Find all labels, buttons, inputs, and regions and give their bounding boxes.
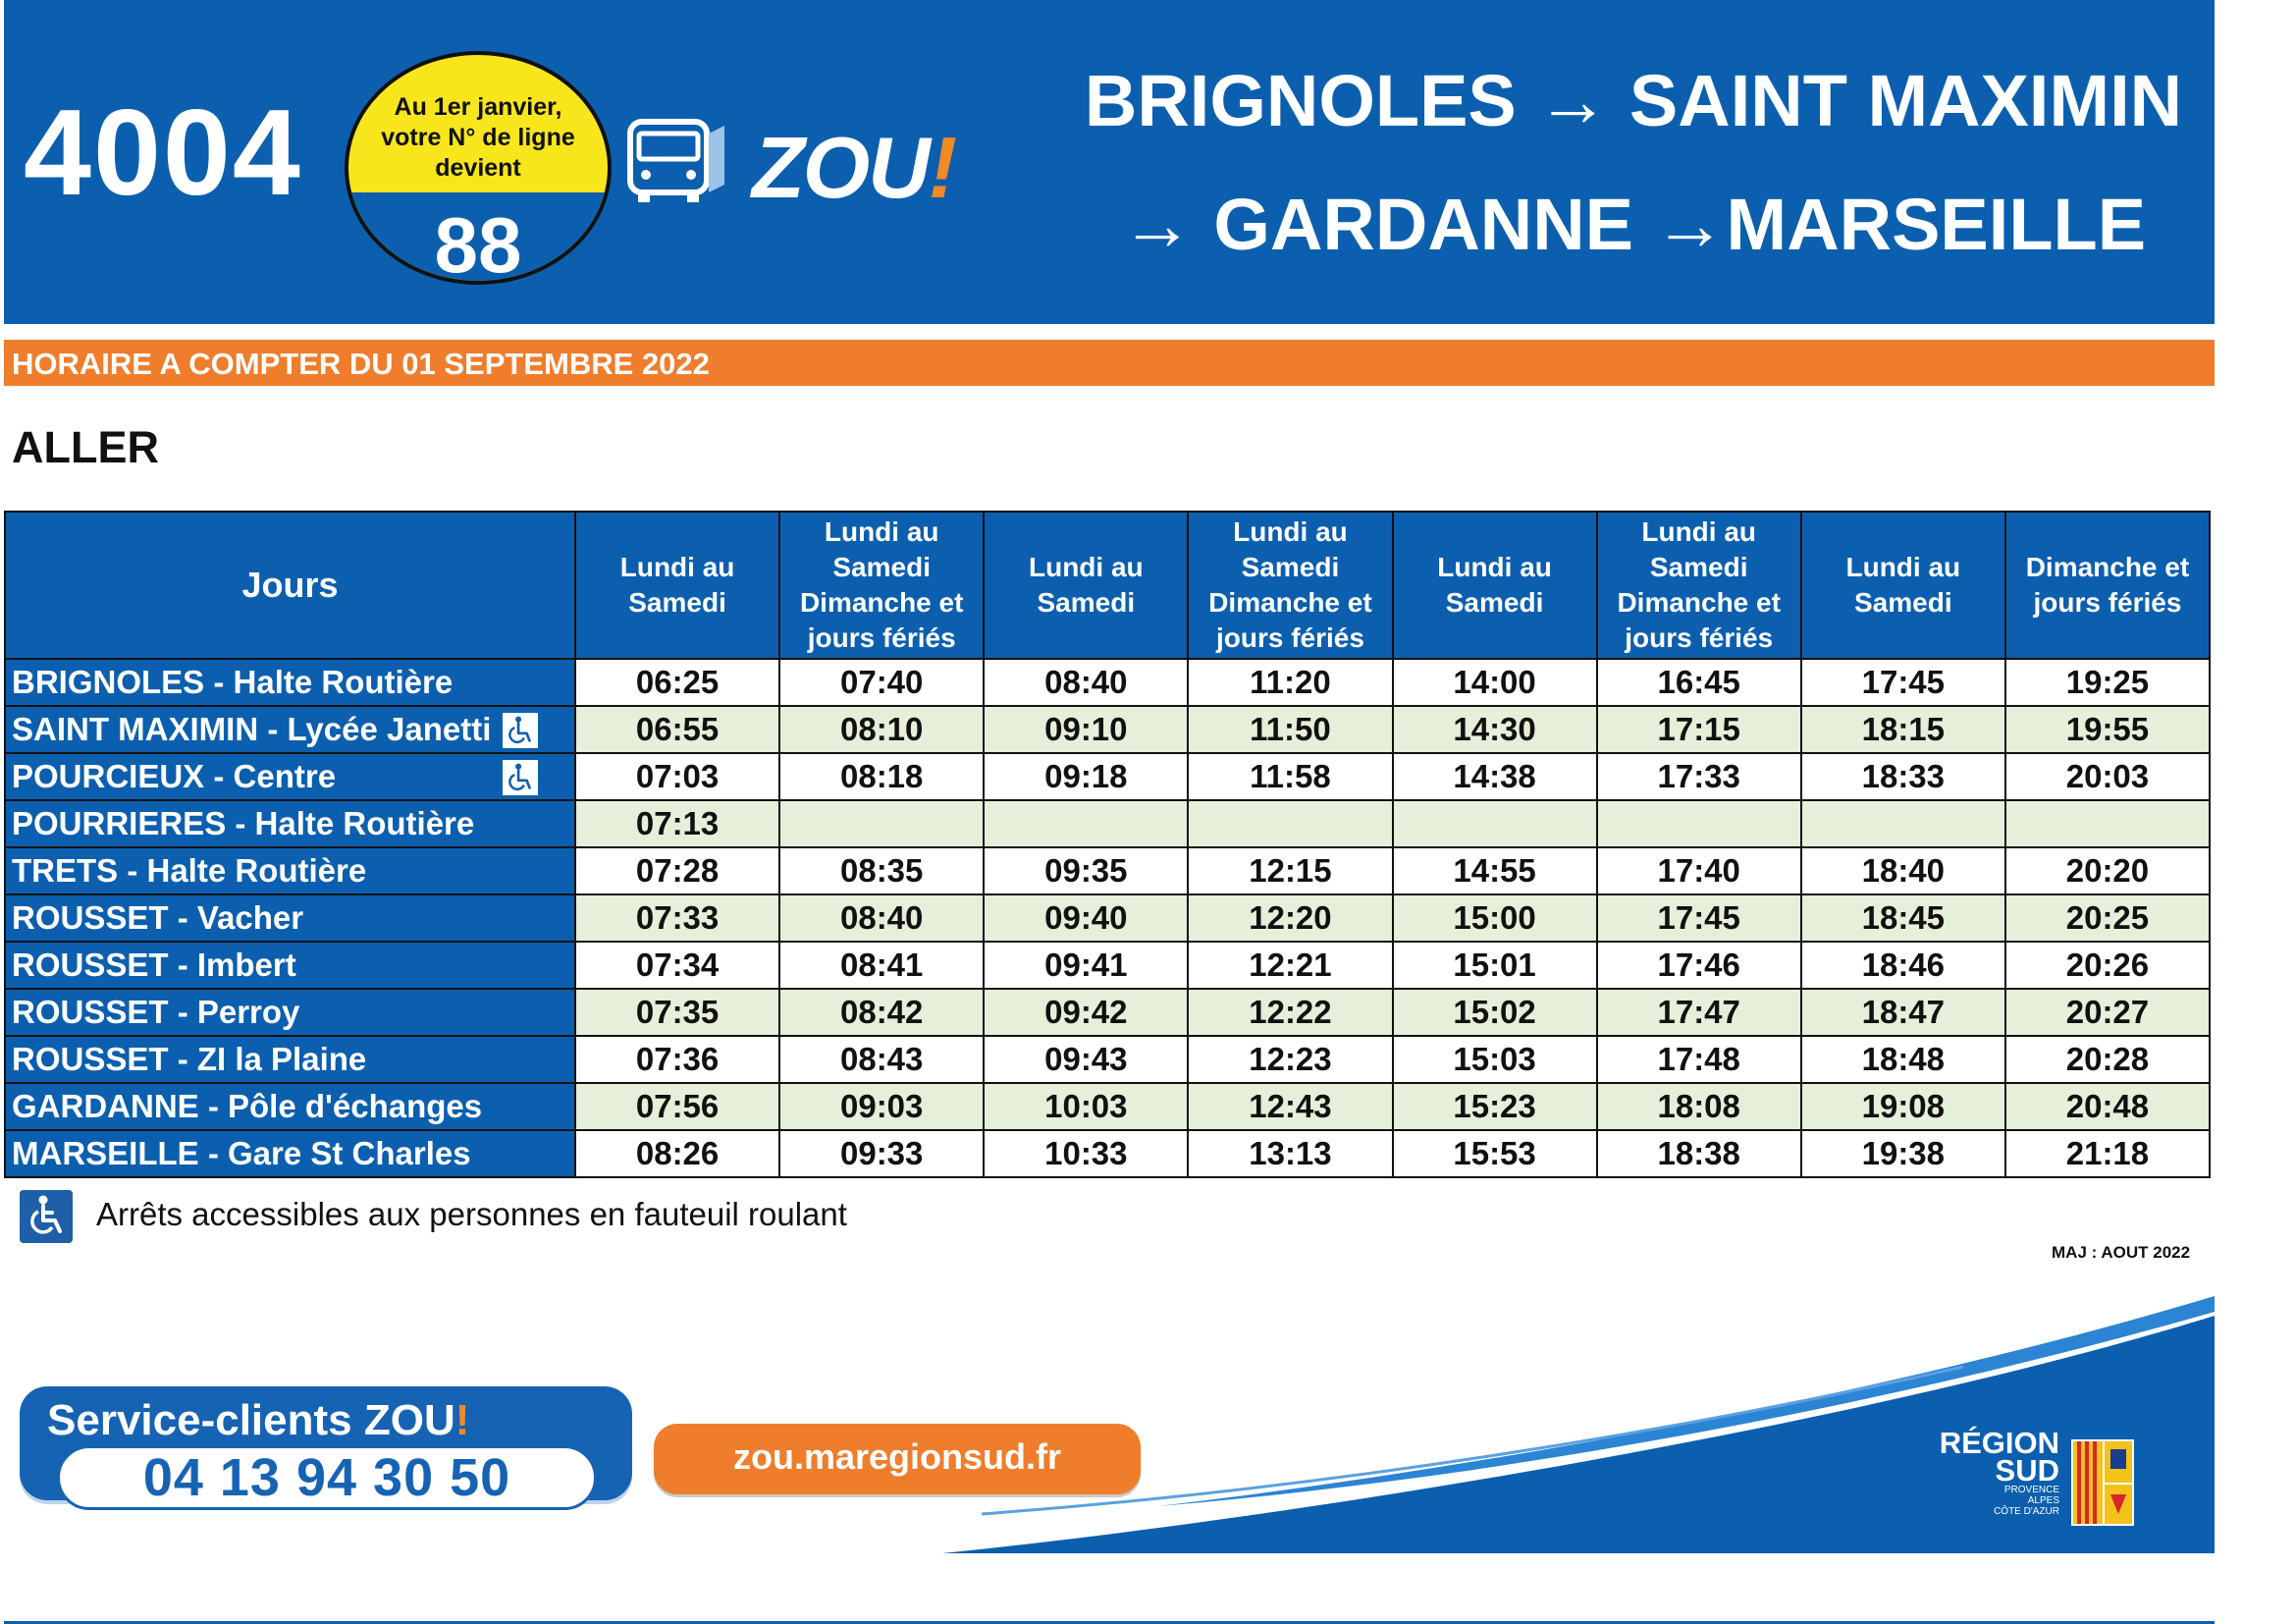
departure-time-cell: 14:00 <box>1393 659 1597 706</box>
departure-time-cell <box>2005 800 2210 847</box>
customer-service-box <box>20 1386 632 1507</box>
departure-time-cell: 12:21 <box>1188 942 1392 989</box>
region-logo-line: RÉGION <box>1939 1426 2059 1460</box>
stop-name: GARDANNE - Pôle d'échanges <box>12 1088 483 1124</box>
timetable-header-row <box>5 512 2210 659</box>
departure-time-cell: 08:10 <box>779 706 984 753</box>
region-logo-line: ALPES <box>2027 1495 2059 1506</box>
departure-time-cell: 15:00 <box>1393 894 1597 942</box>
customer-service-title <box>47 1396 469 1445</box>
stop-name: BRIGNOLES - Halte Routière <box>12 664 454 700</box>
stop-row <box>5 1036 2210 1083</box>
departure-time-cell <box>1393 800 1597 847</box>
stop-name: ROUSSET - ZI la Plaine <box>12 1041 367 1077</box>
stop-name-cell <box>5 1130 575 1177</box>
stop-name: POURCIEUX - Centre <box>12 758 337 794</box>
stop-name: ROUSSET - Vacher <box>12 899 304 936</box>
wheelchair-icon <box>20 1190 73 1243</box>
stop-name: ROUSSET - Perroy <box>12 994 300 1030</box>
departure-time-cell: 09:03 <box>779 1083 984 1130</box>
departure-time-cell: 11:50 <box>1188 706 1392 753</box>
departure-time-cell: 08:26 <box>575 1130 779 1177</box>
departure-time-cell: 16:45 <box>1597 659 1801 706</box>
day-column-header <box>575 512 779 659</box>
stop-name-cell <box>5 659 575 706</box>
stop-row <box>5 847 2210 894</box>
day-column-header-line: Lundi au <box>1233 516 1348 547</box>
region-logo-line: PROVENCE <box>2003 1485 2059 1495</box>
stop-name-cell <box>5 753 575 800</box>
departure-time-cell: 20:25 <box>2005 894 2210 942</box>
departure-time-cell: 09:33 <box>779 1130 984 1177</box>
day-column-header <box>779 512 984 659</box>
legend-text: Arrêts accessibles aux personnes en fauteuil roulant <box>96 1196 847 1232</box>
customer-service-phone[interactable]: 04 13 94 30 50 <box>142 1448 511 1507</box>
departure-time-cell: 07:33 <box>575 894 779 942</box>
timetable-body <box>5 659 2210 1177</box>
bus-icon <box>622 116 725 206</box>
departure-time-cell: 11:20 <box>1188 659 1392 706</box>
day-column-header <box>984 512 1188 659</box>
day-column-header-line: Samedi <box>832 552 931 582</box>
badge-text-line: Au 1er janvier, <box>394 93 562 121</box>
departure-time-cell: 20:27 <box>2005 989 2210 1036</box>
day-column-header-line: Samedi <box>1649 552 1748 582</box>
departure-time-cell: 17:33 <box>1597 753 1801 800</box>
departure-time-cell: 15:01 <box>1393 942 1597 989</box>
departure-time-cell: 12:23 <box>1188 1036 1392 1083</box>
update-note: MAJ : AOUT 2022 <box>2052 1243 2191 1262</box>
departure-time-cell <box>984 800 1188 847</box>
departure-time-cell: 21:18 <box>2005 1130 2210 1177</box>
zou-logo-text: ZOU <box>752 119 929 216</box>
stop-name: ROUSSET - Imbert <box>12 947 296 983</box>
departure-time-cell: 18:46 <box>1801 942 2005 989</box>
departure-time-cell: 17:48 <box>1597 1036 1801 1083</box>
departure-time-cell: 10:03 <box>984 1083 1188 1130</box>
departure-time-cell: 09:10 <box>984 706 1188 753</box>
route-title-line-1: BRIGNOLES → SAINT MAXIMIN <box>1084 60 2183 141</box>
departure-time-cell: 20:03 <box>2005 753 2210 800</box>
departure-time-cell: 17:40 <box>1597 847 1801 894</box>
stop-name-cell <box>5 800 575 847</box>
website-pill[interactable] <box>654 1424 1141 1494</box>
day-column-header-line: jours fériés <box>1625 623 1774 653</box>
departure-time-cell: 19:55 <box>2005 706 2210 753</box>
departure-time-cell: 15:53 <box>1393 1130 1597 1177</box>
stop-name-cell <box>5 1036 575 1083</box>
day-column-header-line: Samedi <box>1241 552 1340 582</box>
validity-text: HORAIRE A COMPTER DU 01 SEPTEMBRE 2022 <box>12 347 710 381</box>
stop-name-cell <box>5 894 575 942</box>
stop-row <box>5 942 2210 989</box>
badge-number: 88 <box>434 201 522 285</box>
departure-time-cell: 18:40 <box>1801 847 2005 894</box>
departure-time-cell: 07:40 <box>779 659 984 706</box>
direction-heading: ALLER <box>12 422 159 472</box>
day-column-header-line: Samedi <box>1854 587 1952 618</box>
day-column-header-line: Lundi au <box>1028 552 1144 582</box>
departure-time-cell: 18:47 <box>1801 989 2005 1036</box>
wheelchair-icon <box>502 712 539 749</box>
departure-time-cell <box>1597 800 1801 847</box>
departure-time-cell: 08:40 <box>779 894 984 942</box>
departure-time-cell: 15:02 <box>1393 989 1597 1036</box>
day-column-header-line: Lundi au <box>1641 516 1757 547</box>
wheelchair-icon <box>502 759 539 796</box>
day-column-header-line: jours fériés <box>2033 587 2182 618</box>
day-column-header-line: Lundi au <box>619 552 735 582</box>
departure-time-cell: 12:43 <box>1188 1083 1392 1130</box>
timetable <box>4 511 2211 1178</box>
stop-name-cell <box>5 847 575 894</box>
departure-time-cell: 08:40 <box>984 659 1188 706</box>
departure-time-cell: 07:35 <box>575 989 779 1036</box>
departure-time-cell: 18:33 <box>1801 753 2005 800</box>
day-column-header <box>1393 512 1597 659</box>
stop-name: MARSEILLE - Gare St Charles <box>12 1135 471 1171</box>
region-logo-line: SUD <box>1995 1453 2059 1488</box>
departure-time-cell: 18:45 <box>1801 894 2005 942</box>
line-change-badge <box>345 51 612 285</box>
stop-row <box>5 800 2210 847</box>
day-column-header <box>1801 512 2005 659</box>
departure-time-cell: 07:36 <box>575 1036 779 1083</box>
badge-text <box>348 92 608 184</box>
departure-time-cell: 09:40 <box>984 894 1188 942</box>
departure-time-cell: 09:42 <box>984 989 1188 1036</box>
region-logo-line: CÔTE D'AZUR <box>1994 1506 2059 1517</box>
departure-time-cell <box>779 800 984 847</box>
stop-row <box>5 894 2210 942</box>
region-sud-logo <box>1912 1426 2059 1517</box>
stop-name-cell <box>5 989 575 1036</box>
departure-time-cell: 17:47 <box>1597 989 1801 1036</box>
departure-time-cell: 07:56 <box>575 1083 779 1130</box>
departure-time-cell: 08:18 <box>779 753 984 800</box>
departure-time-cell <box>1801 800 2005 847</box>
day-column-header-line: Dimanche et <box>2025 552 2190 582</box>
badge-text-line: devient <box>435 154 521 182</box>
phone-pill <box>57 1445 597 1510</box>
day-column-header-line: Dimanche et <box>799 587 964 618</box>
stop-name-cell <box>5 942 575 989</box>
departure-time-cell: 10:33 <box>984 1130 1188 1177</box>
departure-time-cell: 08:35 <box>779 847 984 894</box>
days-header: Jours <box>5 512 575 659</box>
stop-row <box>5 989 2210 1036</box>
departure-time-cell: 12:20 <box>1188 894 1392 942</box>
departure-time-cell: 18:38 <box>1597 1130 1801 1177</box>
day-column-header <box>1597 512 1801 659</box>
stop-name-cell <box>5 706 575 753</box>
stop-name: TRETS - Halte Routière <box>12 852 367 889</box>
departure-time-cell: 20:28 <box>2005 1036 2210 1083</box>
departure-time-cell: 15:03 <box>1393 1036 1597 1083</box>
day-column-header-line: Lundi au <box>1845 552 1961 582</box>
day-column-header-line: Samedi <box>628 587 726 618</box>
day-column-header-line: Lundi au <box>1437 552 1552 582</box>
stop-row <box>5 659 2210 706</box>
departure-time-cell: 17:15 <box>1597 706 1801 753</box>
line-number: 4004 <box>24 85 302 221</box>
stop-name: POURRIERES - Halte Routière <box>12 805 475 841</box>
badge-text-line: votre N° de ligne <box>381 124 575 151</box>
departure-time-cell: 20:20 <box>2005 847 2210 894</box>
departure-time-cell: 20:48 <box>2005 1083 2210 1130</box>
departure-time-cell: 14:55 <box>1393 847 1597 894</box>
day-column-header-line: Samedi <box>1445 587 1544 618</box>
departure-time-cell: 08:41 <box>779 942 984 989</box>
stop-name: SAINT MAXIMIN - Lycée Janetti <box>12 711 492 747</box>
departure-time-cell: 12:15 <box>1188 847 1392 894</box>
departure-time-cell: 15:23 <box>1393 1083 1597 1130</box>
departure-time-cell: 06:25 <box>575 659 779 706</box>
departure-time-cell: 13:13 <box>1188 1130 1392 1177</box>
departure-time-cell: 19:08 <box>1801 1083 2005 1130</box>
departure-time-cell: 18:15 <box>1801 706 2005 753</box>
day-column-header-line: Dimanche et <box>1208 587 1372 618</box>
departure-time-cell <box>1188 800 1392 847</box>
departure-time-cell: 06:55 <box>575 706 779 753</box>
day-column-header-line: Samedi <box>1037 587 1136 618</box>
zou-logo-mark: ! <box>928 119 956 216</box>
day-column-header <box>2005 512 2210 659</box>
departure-time-cell: 17:46 <box>1597 942 1801 989</box>
departure-time-cell: 18:48 <box>1801 1036 2005 1083</box>
departure-time-cell: 09:43 <box>984 1036 1188 1083</box>
stop-name-cell <box>5 1083 575 1130</box>
departure-time-cell: 11:58 <box>1188 753 1392 800</box>
departure-time-cell: 07:13 <box>575 800 779 847</box>
zou-logo <box>752 118 955 218</box>
day-column-header <box>1188 512 1392 659</box>
departure-time-cell: 19:38 <box>1801 1130 2005 1177</box>
departure-time-cell: 12:22 <box>1188 989 1392 1036</box>
departure-time-cell: 09:35 <box>984 847 1188 894</box>
stop-row <box>5 1130 2210 1177</box>
departure-time-cell: 20:26 <box>2005 942 2210 989</box>
departure-time-cell: 14:30 <box>1393 706 1597 753</box>
departure-time-cell: 07:03 <box>575 753 779 800</box>
departure-time-cell: 07:34 <box>575 942 779 989</box>
departure-time-cell: 09:41 <box>984 942 1188 989</box>
departure-time-cell: 19:25 <box>2005 659 2210 706</box>
customer-service-title-text: Service-clients ZOU <box>47 1396 455 1444</box>
route-title-line-2: → GARDANNE →MARSEILLE <box>1120 184 2147 265</box>
stop-row <box>5 1083 2210 1130</box>
day-column-header-line: Lundi au <box>824 516 939 547</box>
validity-bar <box>4 340 2215 386</box>
departure-time-cell: 17:45 <box>1801 659 2005 706</box>
departure-time-cell: 14:38 <box>1393 753 1597 800</box>
stop-row <box>5 706 2210 753</box>
departure-time-cell: 08:43 <box>779 1036 984 1083</box>
stop-row <box>5 753 2210 800</box>
day-column-header-line: jours fériés <box>1215 623 1364 653</box>
website-link[interactable]: zou.maregionsud.fr <box>732 1436 1062 1477</box>
departure-time-cell: 07:28 <box>575 847 779 894</box>
day-column-header-line: jours fériés <box>807 623 956 653</box>
departure-time-cell: 08:42 <box>779 989 984 1036</box>
departure-time-cell: 17:45 <box>1597 894 1801 942</box>
customer-service-title-mark: ! <box>454 1396 470 1444</box>
departure-time-cell: 09:18 <box>984 753 1188 800</box>
header-band <box>4 0 2215 324</box>
departure-time-cell: 18:08 <box>1597 1083 1801 1130</box>
day-column-header-line: Dimanche et <box>1617 587 1781 618</box>
region-flag-icon <box>2071 1439 2134 1526</box>
